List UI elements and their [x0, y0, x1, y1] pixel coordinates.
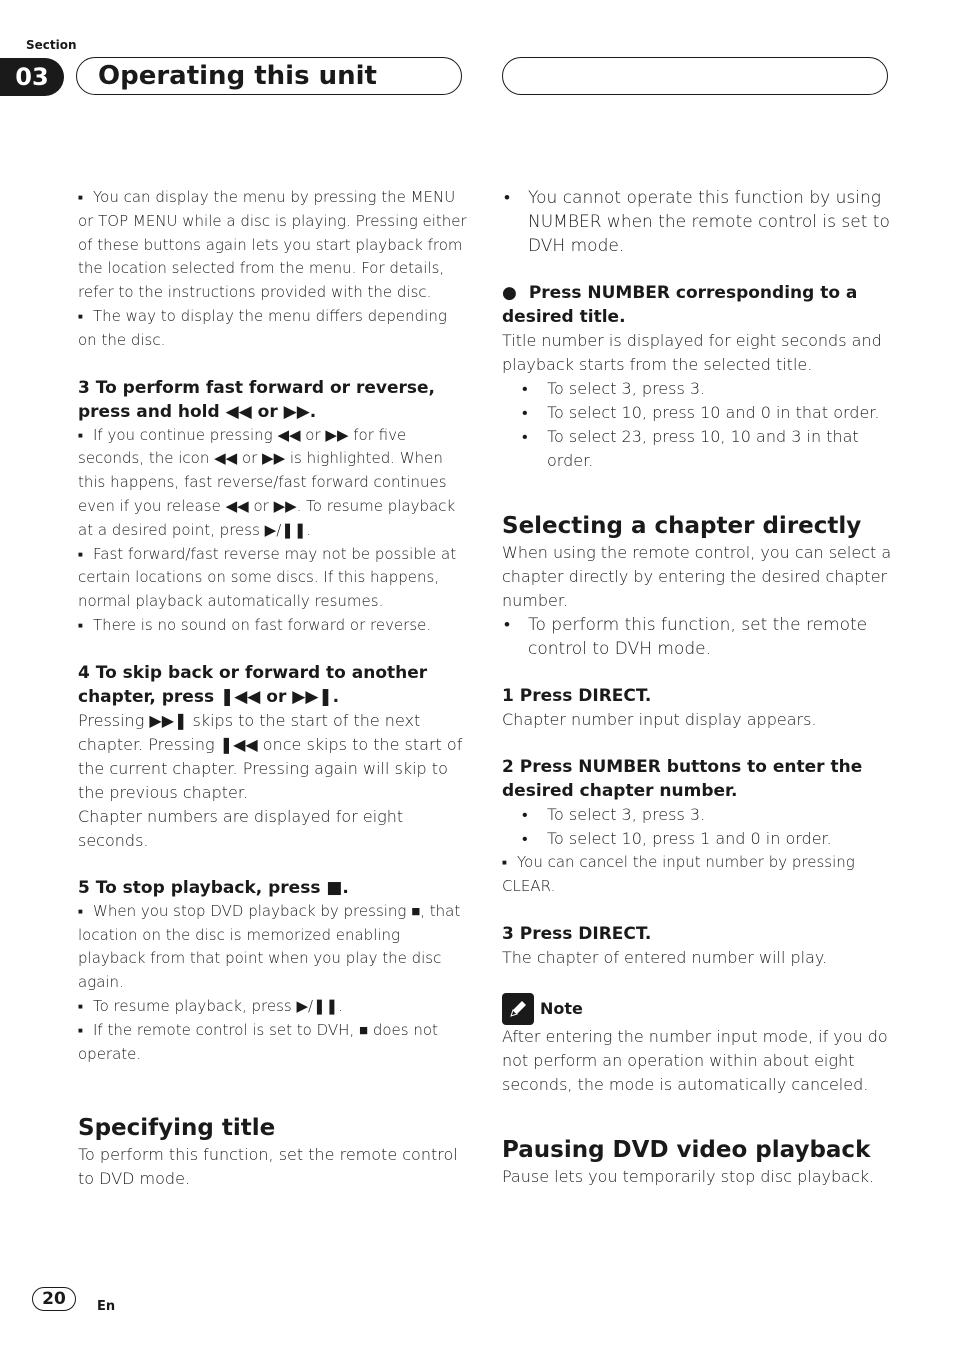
chapter-bullet: • To perform this function, set the remote control to DVH mode. — [504, 615, 868, 659]
step2-example-1: • To select 3, press 3. — [522, 805, 706, 824]
step3-note-2: ■ Fast forward/fast reverse may not be possible at certain locations on some discs. If this happens, normal playback automatically resumes. — [78, 543, 468, 614]
pausing-body: Pause lets you temporarily stop disc playback. — [502, 1166, 875, 1186]
chapter-step1-title: 1 Press DIRECT. — [502, 686, 652, 706]
press-number-title: ● Press NUMBER corresponding to a desired title. — [502, 283, 858, 327]
step4-title: 4 To skip back or forward to another chapter, press ❚◀◀ or ▶▶❚. — [78, 662, 428, 707]
specifying-title-body: To perform this function, set the remote control to DVD mode. — [78, 1145, 458, 1189]
step3-note-3: ■ There is no sound on fast forward or reverse. — [78, 614, 468, 638]
language-label: En — [97, 1299, 116, 1314]
specifying-title-heading: Specifying title — [78, 1115, 276, 1142]
note-label: Note — [540, 998, 583, 1018]
step5-title: 5 To stop playback, press ■. — [78, 877, 349, 898]
step4-body: Pressing ▶▶❚ skips to the start of the next chapter. Pressing ❚◀◀ once skips to the start of the current chapter. Pressing again will skip to the previous chapter. — [78, 710, 463, 802]
step2-note: ■ You can cancel the input number by pressing CLEAR. — [502, 851, 892, 899]
example-2: • To select 10, press 10 and 0 in that order. — [522, 403, 880, 422]
pencil-icon — [502, 993, 534, 1025]
step5-note-1: ■ When you stop DVD playback by pressing ■, that location on the disc is memorized enabling playback from that point when you play the disc again. — [78, 900, 468, 995]
page-number: 20 — [32, 1287, 76, 1311]
step4-body-2: Chapter numbers are displayed for eight seconds. — [78, 806, 404, 850]
right-column — [502, 186, 892, 1189]
left-column — [78, 186, 468, 1191]
pausing-heading: Pausing DVD video playback — [502, 1136, 871, 1163]
example-3: • To select 23, press 10, 10 and 3 in that order. — [522, 427, 859, 470]
chapter-step3-title: 3 Press DIRECT. — [502, 923, 652, 944]
press-number-body: Title number is displayed for eight seconds and playback starts from the selected title. — [502, 331, 882, 374]
chapter-body: When using the remote control, you can select a chapter directly by entering the desired chapter number. — [502, 543, 892, 610]
page-title: Operating this unit — [98, 61, 377, 91]
chapter-step1-body: Chapter number input display appears. — [502, 710, 817, 729]
chapter-heading: Selecting a chapter directly — [502, 513, 862, 539]
step3-title: 3 To perform fast forward or reverse, press and hold ◀◀ or ▶▶. — [78, 377, 435, 422]
menu-note-2: ■ The way to display the menu differs depending on the disc. — [78, 305, 468, 353]
section-number: 03 — [0, 58, 64, 96]
section-label: Section — [26, 38, 77, 52]
note-body: After entering the number input mode, if you do not perform an operation within about eight seconds, the mode is automatically canceled. — [502, 1026, 888, 1094]
title-frame-empty — [502, 57, 888, 95]
number-note: • You cannot operate this function by using NUMBER when the remote control is set to DVH mode. — [504, 188, 890, 256]
note-header — [502, 993, 892, 1025]
step2-example-2: • To select 10, press 1 and 0 in order. — [522, 829, 832, 848]
step5-note-2: ■ To resume playback, press ▶/❚❚. — [78, 995, 468, 1019]
example-1: • To select 3, press 3. — [522, 379, 706, 398]
step5-note-3: ■ If the remote control is set to DVH, ■ does not operate. — [78, 1019, 468, 1067]
chapter-step2-title: 2 Press NUMBER buttons to enter the desired chapter number. — [502, 757, 863, 801]
step3-note-1: ■ If you continue pressing ◀◀ or ▶▶ for five seconds, the icon ◀◀ or ▶▶ is highlighted. When this happens, fast reverse/fast forward continues even if you release ◀◀ or ▶▶. To resume playback at a desired point, press ▶/❚❚. — [78, 424, 468, 543]
chapter-step3-body: The chapter of entered number will play. — [502, 947, 828, 967]
menu-note-1: ■ You can display the menu by pressing the MENU or TOP MENU while a disc is playing. Pressing either of these buttons again lets you start playback from the location selected from the menu. For details, refer to the instructions provided with the disc. — [78, 186, 468, 305]
